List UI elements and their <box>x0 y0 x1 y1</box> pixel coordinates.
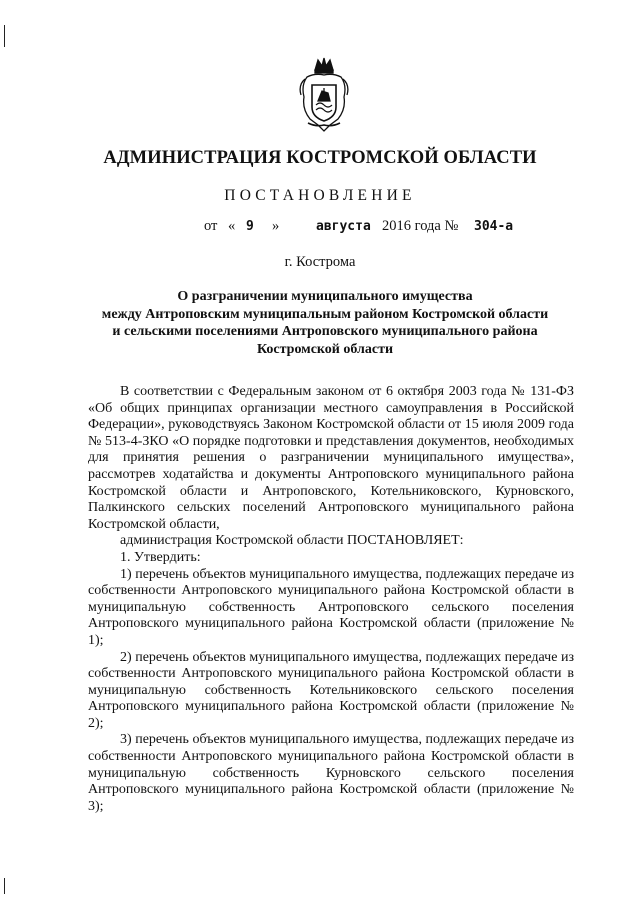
organization-name: АДМИНИСТРАЦИЯ КОСТРОМСКОЙ ОБЛАСТИ <box>103 148 537 168</box>
date-and-number-line <box>0 218 640 238</box>
quote-close: » <box>272 218 280 234</box>
document-body <box>88 384 574 815</box>
title-line: между Антроповским муниципальным районом Костромской области <box>101 306 549 322</box>
title-line: Костромской области <box>256 341 394 357</box>
scan-edge-mark-top <box>4 25 5 47</box>
document-type: ПОСТАНОВЛЕНИЕ <box>224 187 416 204</box>
document-number: 304-а <box>474 219 514 234</box>
list-item: 3) перечень объектов муниципального имущества, подлежащих передаче из собственности Антроповского муниципального района Костромской области в муниципальную собственность Курновского сельского поселения Антроповского муниципального района Костромской области (приложение № 3); <box>88 732 574 814</box>
title-line: и сельскими поселениями Антроповского муниципального района <box>112 324 538 339</box>
list-item: 1) перечень объектов муниципального имущества, подлежащих передаче из собственности Антроповского муниципального района Костромской области в муниципальную собственность Антроповского сельского поселения Антроповского муниципального района Костромской области (приложение № 1); <box>88 566 574 648</box>
title-line: О разграничении муниципального имущества <box>177 289 473 304</box>
coat-of-arms-emblem <box>298 55 350 135</box>
item-approve: 1. Утвердить: <box>120 549 201 565</box>
quote-open: « <box>228 218 236 234</box>
scan-edge-mark-bottom <box>4 878 5 894</box>
list-item: 2) перечень объектов муниципального имущества, подлежащих передаче из собственности Антроповского муниципального района Костромской области в муниципальную собственность Котельниковского сельского поселения Антроповского муниципального района Костромской области (приложение № 2); <box>88 649 574 731</box>
date-day: 9 <box>246 219 254 234</box>
date-year: 2016 года № <box>382 218 459 234</box>
city-name: г. Кострома <box>284 254 356 270</box>
resolution-line: администрация Костромской области ПОСТАНОВЛЯЕТ: <box>120 533 464 549</box>
preamble-paragraph: В соответствии с Федеральным законом от 6 октября 2003 года № 131-ФЗ «Об общих принципах организации местного самоуправления в Российской Федерации», руководствуясь Законом Костромской области от 15 июля 2009 года № 513-4-ЗКО «О порядке подготовки и представления документов, необходимых для принятия решения о разграничении муниципального имущества», рассмотрев ходатайства и документы Антроповского муниципального района Костромской области и Антроповского, Котельниковского, Курновского, Палкинского сельских поселений Антроповского муниципального района Костромской области, <box>88 384 574 532</box>
document-title <box>80 288 570 358</box>
date-from-label: от <box>204 218 218 234</box>
date-month: августа <box>316 219 371 234</box>
